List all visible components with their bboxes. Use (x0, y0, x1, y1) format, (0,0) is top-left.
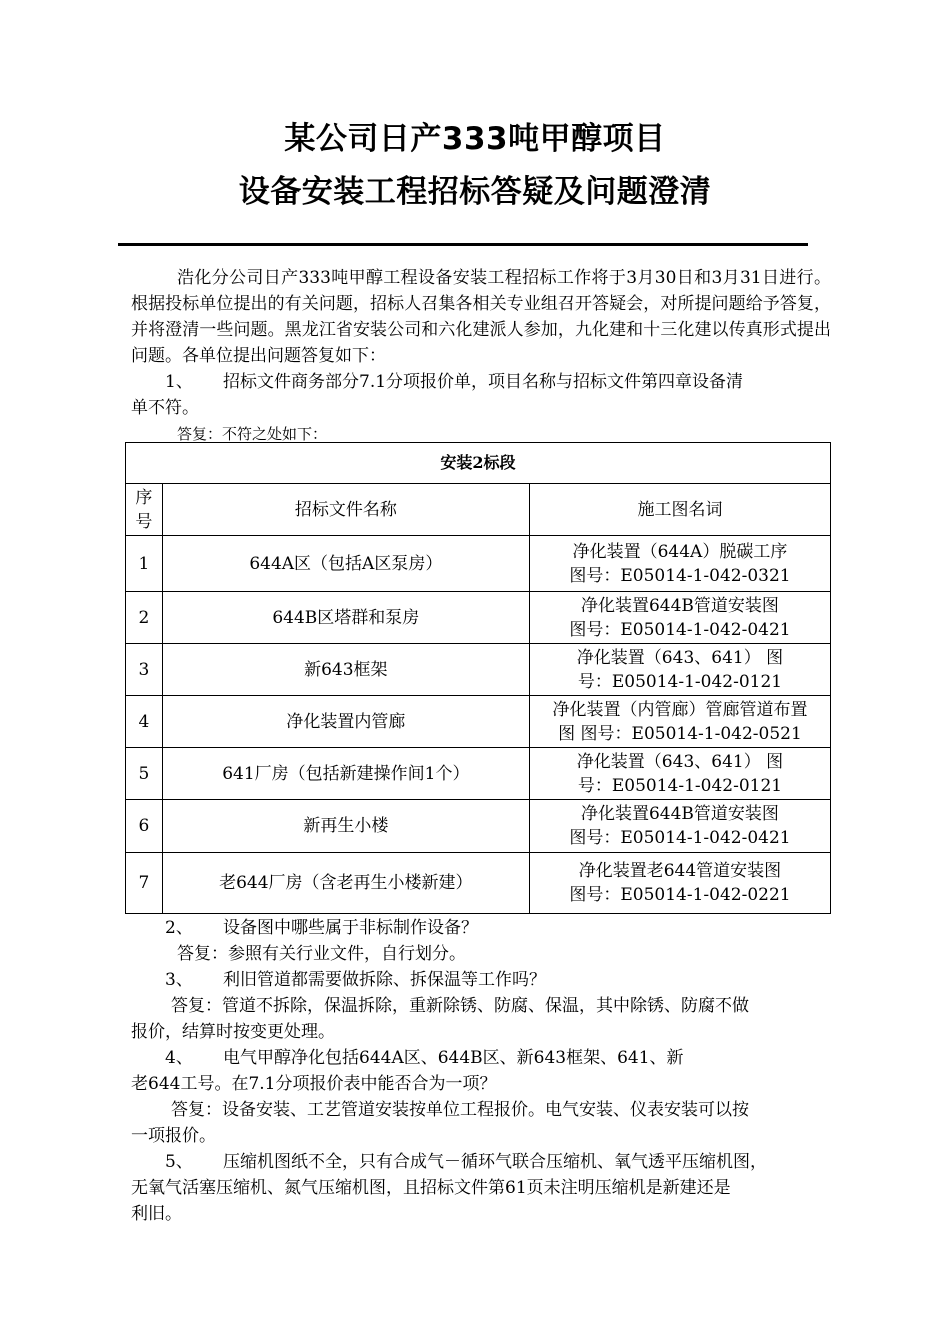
row-drawing: 净化装置（内管廊）管廊管道布置 图 图号：E05014-1-042-0521 (529, 696, 830, 748)
row-no: 3 (126, 644, 163, 696)
table-row (126, 696, 831, 748)
row-drawing: 净化装置老644管道安装图 图号：E05014-1-042-0221 (529, 853, 830, 914)
question-number: 1、 (165, 372, 193, 392)
row-name: 644B区塔群和泵房 (162, 592, 529, 644)
question-1-continued: 单不符。 (131, 398, 199, 418)
table-row (126, 853, 831, 914)
intro-section (131, 265, 831, 447)
row-name: 净化装置内管廊 (162, 696, 529, 748)
row-no: 4 (126, 696, 163, 748)
section-table (125, 442, 831, 914)
row-drawing: 净化装置644B管道安装图 图号：E05014-1-042-0421 (529, 800, 830, 853)
row-no: 5 (126, 748, 163, 800)
qa-section (131, 915, 831, 1227)
table-row (126, 800, 831, 853)
row-name: 老644厂房（含老再生小楼新建） (162, 853, 529, 914)
header-no: 序号 (126, 484, 163, 536)
question-5: 5、 压缩机图纸不全，只有合成气－循环气联合压缩机、氧气透平压缩机图， (165, 1152, 767, 1172)
question-5-continued: 无氧气活塞压缩机、氮气压缩机图，且招标文件第61页未注明压缩机是新建还是 (131, 1178, 731, 1198)
row-no: 7 (126, 853, 163, 914)
question-4: 4、 电气甲醇净化包括644A区、644B区、新643框架、641、新 (165, 1048, 684, 1068)
answer-1: 答复：不符之处如下： (177, 425, 328, 443)
question-3: 3、 利旧管道都需要做拆除、拆保温等工作吗？ (165, 970, 546, 990)
title-divider (118, 243, 808, 246)
table-row (126, 644, 831, 696)
row-name: 新再生小楼 (162, 800, 529, 853)
row-drawing: 净化装置（644A）脱碳工序 图号：E05014-1-042-0321 (529, 536, 830, 592)
document-title-line2: 设备安装工程招标答疑及问题澄清 (238, 174, 712, 210)
question-1 (131, 369, 831, 395)
answer-3: 答复：管道不拆除，保温拆除，重新除锈、防腐、保温，其中除锈、防腐不做 (171, 996, 749, 1016)
header-drawing-name: 施工图名词 (529, 484, 830, 536)
question-text: 招标文件商务部分7.1分项报价单，项目名称与招标文件第四章设备清 (223, 372, 744, 392)
table-row (126, 592, 831, 644)
row-drawing: 净化装置（643、641） 图 号：E05014-1-042-0121 (529, 748, 830, 800)
question-2: 2、 设备图中哪些属于非标制作设备？ (165, 918, 478, 938)
row-drawing: 净化装置644B管道安装图 图号：E05014-1-042-0421 (529, 592, 830, 644)
row-no: 6 (126, 800, 163, 853)
table-row (126, 748, 831, 800)
answer-3-continued: 报价，结算时按变更处理。 (131, 1022, 335, 1042)
intro-paragraph: 浩化分公司日产333吨甲醇工程设备安装工程招标工作将于3月30日和3月31日进行。根据投标单位提出的有关问题，招标人召集各相关专业组召开答疑会，对所提问题给予答复，并将澄清一些问题。黑龙江省安装公司和六化建派人参加，九化建和十三化建以传真形式提出问题。各单位提出问题答复如下： (131, 268, 831, 366)
table-caption: 安装2标段 (126, 443, 831, 484)
table-row (126, 536, 831, 592)
answer-4-continued: 一项报价。 (131, 1126, 216, 1146)
header-tender-name: 招标文件名称 (162, 484, 529, 536)
row-no: 2 (126, 592, 163, 644)
row-no: 1 (126, 536, 163, 592)
answer-2: 答复：参照有关行业文件，自行划分。 (177, 944, 466, 964)
row-name: 641厂房（包括新建操作间1个） (162, 748, 529, 800)
row-name: 新643框架 (162, 644, 529, 696)
question-4-continued: 老644工号。在7.1分项报价表中能否合为一项？ (131, 1074, 497, 1094)
question-5-continued-2: 利旧。 (131, 1204, 182, 1224)
row-drawing: 净化装置（643、641） 图 号：E05014-1-042-0121 (529, 644, 830, 696)
answer-4: 答复：设备安装、工艺管道安装按单位工程报价。电气安装、仪表安装可以按 (171, 1100, 749, 1120)
document-title-line1: 某公司日产333吨甲醇项目 (284, 121, 666, 157)
row-name: 644A区（包括A区泵房） (162, 536, 529, 592)
